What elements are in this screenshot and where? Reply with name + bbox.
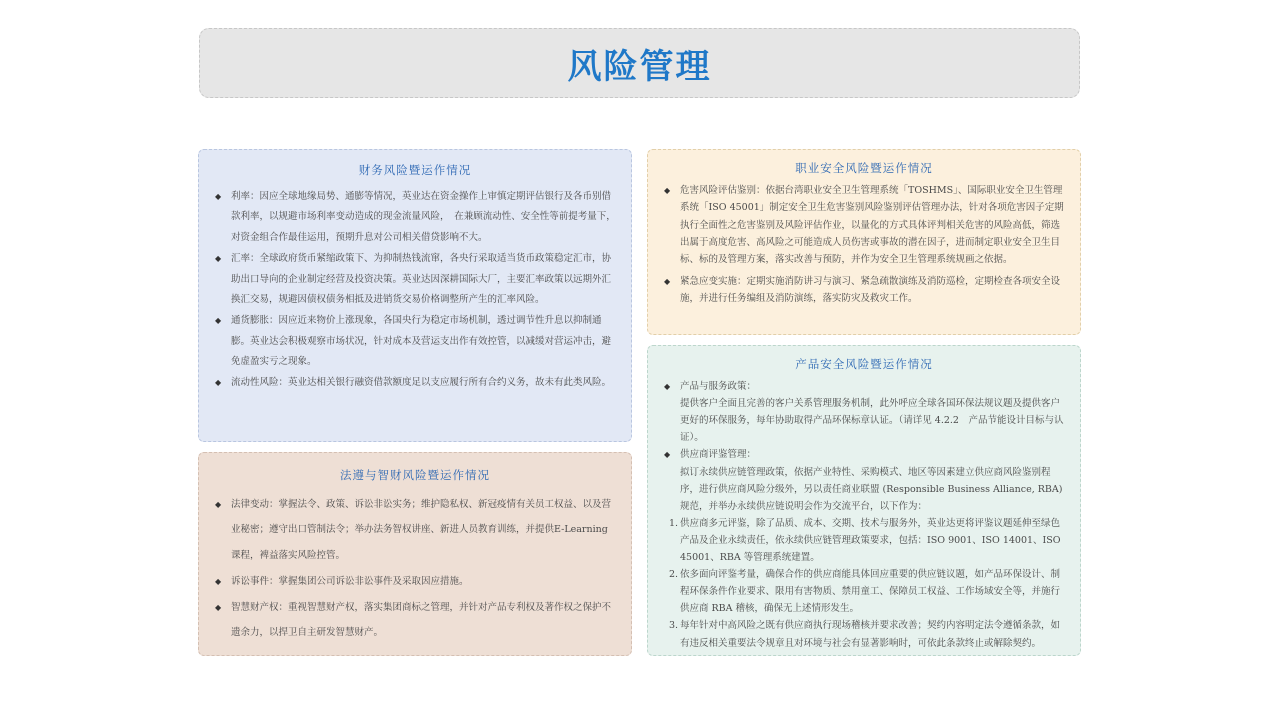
sub-item-text: 每年针对中高风险之既有供应商执行现场稽核并要求改善；契约内容明定法令遵循条款，如有违反相关重要法令规章且对环境与社会有显著影响时，可依此条款终止或解除契约。 — [680, 620, 1061, 649]
supplier-management-label: ◆ 供应商评鉴管理： — [680, 449, 757, 461]
list-item: ◆ 通货膨胀：因应近来物价上涨现象，各国央行为稳定市场机制，透过调节性升息以抑制通膨。英业达会积极观察市场状况，针对成本及营运支出作有效控管，以减缓对营运冲击，避免虚盈实亏之现象。 — [213, 311, 617, 373]
service-policy-text: 提供客户全面且完善的客户关系管理服务机制，此外呼应全球各国环保法规议题及提供客户更好的环保服务，每年协助取得产品环保标章认证。（请详见 4.2.2 产品节能设计目标与认证）。 — [680, 398, 1064, 444]
list-item: ◆ 汇率：全球政府货币紧缩政策下、为抑制热钱流窜，各央行采取适当货币政策稳定汇市，协助出口导向的企业制定经营及投资决策。英业达因深耕国际大厂，主要汇率政策以远期外汇换汇交易，规避因债权债务相抵及进销货交易价格调整所产生的汇率风险。 — [213, 249, 617, 311]
list-item: ◆ 利率：因应全球地缘局势、通膨等情况，英业达在资金操作上审慎定期评估银行及各币别借款利率，以规避市场利率变动造成的现金流量风险， 在兼顾流动性、安全性等前提考量下，对资金组合作最佳运用，预期升息对公司相关借贷影响不大。 — [213, 187, 617, 249]
title-banner — [199, 28, 1080, 98]
occupational-safety-list — [662, 182, 1066, 307]
list-item: ◆ 流动性风险：英业达相关银行融资借款额度足以支应履行所有合约义务，故未有此类风险。 — [213, 373, 617, 394]
legal-ip-risk-heading: 法遵与智财风险暨运作情况 — [340, 468, 490, 482]
list-item — [662, 378, 1066, 446]
finance-risk-list — [213, 187, 617, 394]
product-safety-heading: 产品安全风险暨运作情况 — [795, 357, 933, 371]
sub-list-item — [669, 566, 1066, 617]
list-item — [662, 446, 1066, 514]
finance-risk-heading: 财务风险暨运作情况 — [358, 163, 472, 177]
product-safety-list — [662, 378, 1066, 515]
page-title: 风险管理 — [567, 46, 712, 87]
finance-risk-card — [198, 149, 632, 442]
list-item: ◆ 智慧财产权：重视智慧财产权，落实集团商标之管理，并针对产品专利权及著作权之保护不遗余力，以捍卫自主研发智慧财产。 — [213, 595, 617, 646]
list-item: ◆ 紧急应变实施：定期实施消防讲习与演习、紧急疏散演练及消防巡检，定期检查各项安全设施，并进行任务编组及消防演练，落实防灾及救灾工作。 — [662, 273, 1066, 307]
sub-list-item — [669, 617, 1066, 651]
sub-item-number: 3. — [669, 620, 679, 632]
legal-ip-risk-card — [198, 452, 632, 656]
occupational-safety-card — [647, 149, 1081, 335]
supplier-management-text: 拟订永续供应链管理政策，依据产业特性、采购模式、地区等因素建立供应商风险鉴别程序，进行供应商风险分级外，另以责任商业联盟 (Responsible Business Alliance, RBA) 规范，并举办永续供应链说明会作为交流平台，以下作为： — [680, 466, 1063, 512]
occupational-safety-heading: 职业安全风险暨运作情况 — [795, 161, 933, 175]
supplier-sub-list — [662, 515, 1066, 652]
product-safety-card — [647, 345, 1081, 656]
sub-item-text: 供应商多元评鉴，除了品质、成本、交期、技术与服务外，英业达更将评鉴议题延伸至绿色产品及企业永续责任，依永续供应链管理政策要求，包括：ISO 9001、ISO 14001、ISO 45001、RBA 等管理系统建置。 — [680, 517, 1061, 564]
list-item: ◆ 危害风险评估鉴别：依据台湾职业安全卫生管理系统「TOSHMS」、国际职业安全卫生管理系统「ISO 45001」制定安全卫生危害鉴别风险鉴别评估管理办法，针对各项危害因子定期执行全面性之危害鉴别及风险评估作业，以量化的方式具体评判相关危害的风险高低，筛选出属于高度危害、高风险之可能造成人员伤害或事故的潜在因子，进而制定职业安全卫生目标、标的及管理方案，落实改善与预防，并作为安全卫生管理系统规画之依据。 — [662, 182, 1066, 268]
sub-list-item — [669, 515, 1066, 566]
sub-item-number: 1. — [669, 517, 679, 529]
list-item: ◆ 诉讼事件：掌握集团公司诉讼非讼事件及采取因应措施。 — [213, 569, 617, 595]
sub-item-text: 依多面向评鉴考量，确保合作的供应商能具体回应重要的供应链议题，如产品环保设计、制程环保条件作业要求、限用有害物质、禁用童工、保障员工权益、工作场域安全等，并施行供应商 RBA 稽核，确保无上述情形发生。 — [680, 569, 1061, 615]
list-item: ◆ 法律变动：掌握法令、政策、诉讼非讼实务；维护隐私权、新冠疫情有关员工权益、以及营业秘密；遵守出口管制法令；举办法务智权讲座、新进人员教育训练，并提供E-Learning 课程，裨益落实风险控管。 — [213, 492, 617, 569]
sub-item-number: 2. — [669, 569, 679, 581]
service-policy-label: ◆ 产品与服务政策： — [680, 381, 757, 393]
legal-ip-risk-list — [213, 492, 617, 646]
